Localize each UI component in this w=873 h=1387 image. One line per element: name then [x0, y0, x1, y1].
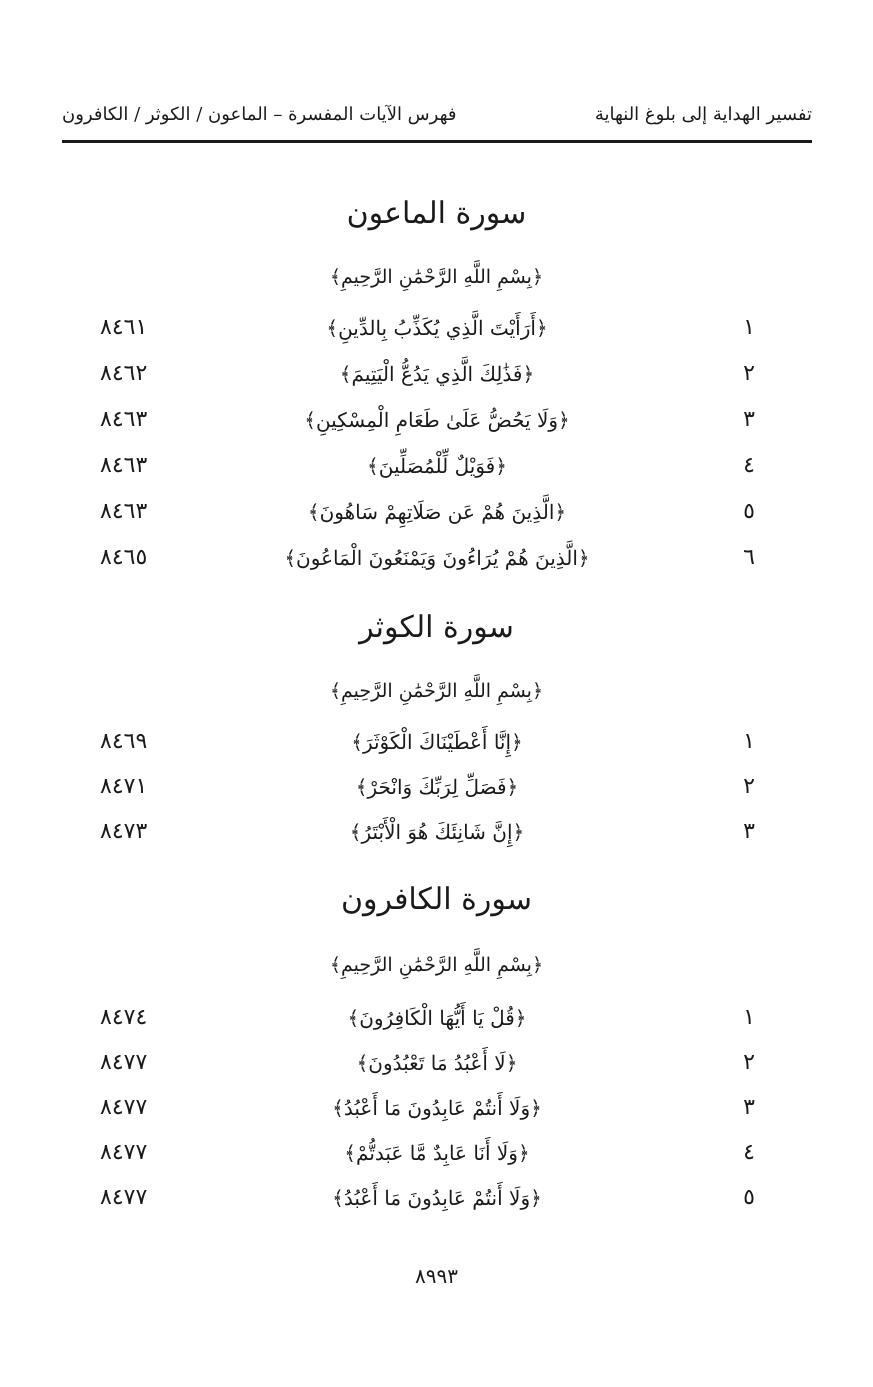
- page-reference: ٨٤٧٧: [100, 1050, 148, 1075]
- basmala: ﴿بِسْمِ اللَّهِ الرَّحْمَٰنِ الرَّحِيمِ﴾: [329, 680, 544, 702]
- ayah-number: ٥: [743, 1185, 755, 1210]
- ayah-text: ﴿الَّذِينَ هُمْ يُرَاءُونَ وَيَمْنَعُونَ الْمَاعُونَ﴾: [284, 546, 590, 570]
- ayah-number: ٣: [743, 819, 755, 844]
- ayah-row: [62, 767, 812, 807]
- ayah-number: ٣: [743, 1095, 755, 1120]
- ayah-text: ﴿فَوَيْلٌ لِّلْمُصَلِّينَ﴾: [367, 454, 507, 478]
- ayah-row: [62, 1178, 812, 1218]
- ayah-number: ١: [743, 729, 755, 754]
- surah-title: سورة الماعون: [346, 196, 527, 231]
- ayah-text: ﴿الَّذِينَ هُمْ عَن صَلَاتِهِمْ سَاهُونَ﴾: [307, 500, 567, 524]
- ayah-row: [62, 1088, 812, 1128]
- ayah-text: ﴿قُلْ يَا أَيُّهَا الْكَافِرُونَ﴾: [347, 1006, 527, 1030]
- ayah-number: ٢: [743, 1050, 755, 1075]
- basmala: ﴿بِسْمِ اللَّهِ الرَّحْمَٰنِ الرَّحِيمِ﴾: [329, 954, 544, 976]
- ayah-number: ٢: [743, 774, 755, 799]
- ayah-text: ﴿فَذَٰلِكَ الَّذِي يَدُعُّ الْيَتِيمَ﴾: [339, 362, 535, 386]
- running-header: [62, 96, 812, 132]
- surah-title: سورة الكافرون: [341, 882, 532, 917]
- ayah-row: [62, 446, 812, 486]
- ayah-text: ﴿وَلَا يَحُضُّ عَلَىٰ طَعَامِ الْمِسْكِينِ﴾: [304, 408, 570, 432]
- ayah-row: [62, 812, 812, 852]
- basmala: ﴿بِسْمِ اللَّهِ الرَّحْمَٰنِ الرَّحِيمِ﴾: [329, 266, 544, 288]
- page-reference: ٨٤٦٣: [100, 453, 148, 478]
- ayah-row: [62, 492, 812, 532]
- page-reference: ٨٤٦٥: [100, 545, 148, 570]
- page-reference: ٨٤٧٤: [100, 1005, 148, 1030]
- surah-title: سورة الكوثر: [359, 610, 514, 645]
- ayah-text: ﴿أَرَأَيْتَ الَّذِي يُكَذِّبُ بِالدِّينِ﴾: [326, 316, 548, 340]
- ayah-row: [62, 538, 812, 578]
- ayah-number: ٣: [743, 407, 755, 432]
- ayah-row: [62, 722, 812, 762]
- section-title: فهرس الآيات المفسرة – الماعون / الكوثر / الكافرون: [62, 103, 457, 125]
- ayah-row: [62, 400, 812, 440]
- ayah-row: [62, 1133, 812, 1173]
- ayah-text: ﴿إِنَّ شَانِئَكَ هُوَ الْأَبْتَرُ﴾: [349, 820, 525, 844]
- ayah-text: ﴿وَلَا أَنتُمْ عَابِدُونَ مَا أَعْبُدُ﴾: [332, 1096, 542, 1120]
- ayah-number: ١: [743, 315, 755, 340]
- page-reference: ٨٤٦٣: [100, 407, 148, 432]
- page-reference: ٨٤٧٧: [100, 1140, 148, 1165]
- ayah-text: ﴿فَصَلِّ لِرَبِّكَ وَانْحَرْ﴾: [355, 775, 519, 799]
- page-reference: ٨٤٦٩: [100, 729, 148, 754]
- ayah-row: [62, 354, 812, 394]
- page-reference: ٨٤٧٣: [100, 819, 148, 844]
- ayah-text: ﴿لَا أَعْبُدُ مَا تَعْبُدُونَ﴾: [356, 1051, 518, 1075]
- ayah-number: ٦: [743, 545, 755, 570]
- ayah-row: [62, 1043, 812, 1083]
- ayah-row: [62, 998, 812, 1038]
- page-reference: ٨٤٧٧: [100, 1185, 148, 1210]
- page-reference: ٨٤٧١: [100, 774, 148, 799]
- header-rule: [62, 140, 812, 143]
- page-reference: ٨٤٦١: [100, 315, 148, 340]
- ayah-number: ٥: [743, 499, 755, 524]
- book-title: تفسير الهداية إلى بلوغ النهاية: [594, 103, 812, 125]
- page-reference: ٨٤٦٢: [100, 361, 148, 386]
- ayah-text: ﴿وَلَا أَنَا عَابِدٌ مَّا عَبَدتُّمْ﴾: [344, 1141, 530, 1165]
- ayah-number: ٢: [743, 361, 755, 386]
- ayah-text: ﴿وَلَا أَنتُمْ عَابِدُونَ مَا أَعْبُدُ﴾: [332, 1186, 542, 1210]
- ayah-text: ﴿إِنَّا أَعْطَيْنَاكَ الْكَوْثَرَ﴾: [351, 730, 523, 754]
- ayah-number: ١: [743, 1005, 755, 1030]
- page-reference: ٨٤٦٣: [100, 499, 148, 524]
- ayah-number: ٤: [743, 1140, 755, 1165]
- page-reference: ٨٤٧٧: [100, 1095, 148, 1120]
- ayah-row: [62, 308, 812, 348]
- page-number: ٨٩٩٣: [415, 1264, 458, 1288]
- ayah-number: ٤: [743, 453, 755, 478]
